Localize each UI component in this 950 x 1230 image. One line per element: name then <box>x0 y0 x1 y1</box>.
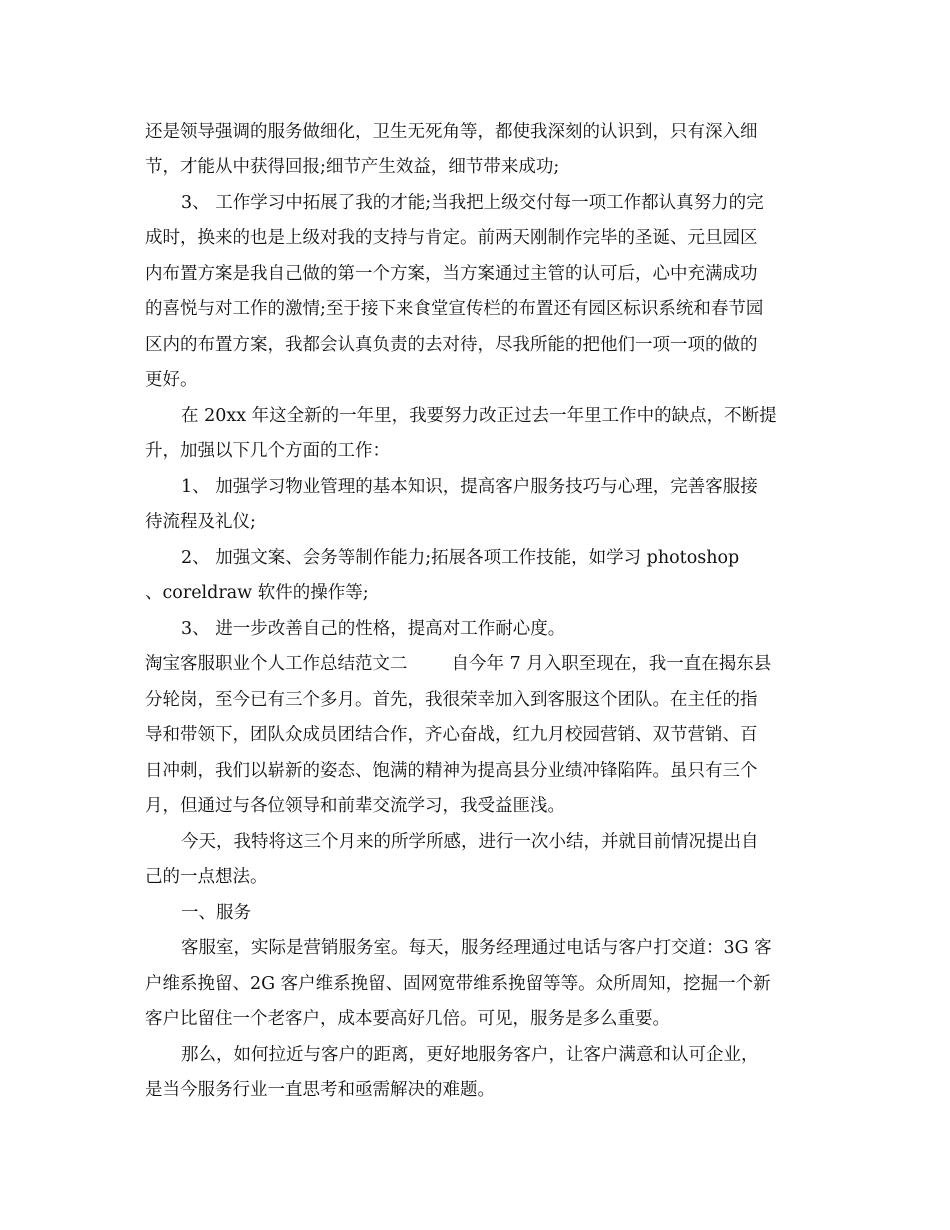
paragraph-line: 是当今服务行业一直思考和亟需解决的难题。 <box>145 1080 495 1100</box>
paragraph-line: 导和带领下，团队众成员团结合作，齐心奋战，红九月校园营销、双节营销、百 <box>145 725 758 745</box>
paragraph-line: 客户比留住一个老客户，成本要高好几倍。可见，服务是多么重要。 <box>145 1009 670 1029</box>
list-item-line: 3、 进一步改善自己的性格，提高对工作耐心度。 <box>181 619 566 639</box>
paragraph-line: 己的一点想法。 <box>145 867 268 887</box>
paragraph-line: 客服室，实际是营销服务室。每天，服务经理通过电话与客户打交道：3G 客 <box>181 938 772 958</box>
paragraph-line: 分轮岗，至今已有三个多月。首先，我很荣幸加入到客服这个团队。在主任的指 <box>145 690 758 710</box>
list-item-line: 2、 加强文案、会务等制作能力;拓展各项工作技能，如学习 photoshop <box>181 548 740 568</box>
section-heading-line <box>145 646 771 682</box>
paragraph-line: 在 20xx 年这全新的一年里，我要努力改正过去一年里工作中的缺点，不断提 <box>181 406 777 426</box>
paragraph-line: 待流程及礼仪; <box>145 512 256 532</box>
paragraph-line: 还是领导强调的服务做细化，卫生无死角等，都使我深刻的认识到，只有深入细 <box>145 122 758 142</box>
paragraph-line: 那么，如何拉近与客户的距离，更好地服务客户，让客户满意和认可企业， <box>181 1045 759 1065</box>
paragraph-line: 的喜悦与对工作的激情;至于接下来食堂宣传栏的布置还有园区标识系统和春节园 <box>145 299 764 319</box>
paragraph-line: 区内的布置方案，我都会认真负责的去对待，尽我所能的把他们一项一项的做的 <box>145 335 758 355</box>
paragraph-line: 、coreldraw 软件的操作等; <box>145 583 369 603</box>
paragraph-line: 升，加强以下几个方面的工作： <box>145 441 390 461</box>
paragraph-line: 内布置方案是我自己做的第一个方案，当方案通过主管的认可后，心中充满成功 <box>145 264 758 284</box>
paragraph-line: 成时，换来的也是上级对我的支持与肯定。前两天刚制作完毕的圣诞、元旦园区 <box>145 228 758 248</box>
section-heading: 淘宝客服职业个人工作总结范文二 <box>145 654 408 674</box>
paragraph-line: 日冲刺，我们以崭新的姿态、饱满的精神为提高县分业绩冲锋陷阵。虽只有三个 <box>145 761 758 781</box>
paragraph-line: 节，才能从中获得回报;细节产生效益，细节带来成功; <box>145 157 560 177</box>
list-item-line: 1、 加强学习物业管理的基本知识，提高客户服务技巧与心理，完善客服接 <box>181 477 758 497</box>
subheading-line: 一、服务 <box>181 903 251 923</box>
paragraph-line: 月，但通过与各位领导和前辈交流学习，我受益匪浅。 <box>145 796 565 816</box>
paragraph-text: 自今年 7 月入职至现在，我一直在揭东县 <box>451 654 772 674</box>
paragraph-line: 户维系挽留、2G 客户维系挽留、固网宽带维系挽留等等。众所周知，挖掘一个新 <box>145 974 771 994</box>
paragraph-line: 今天，我特将这三个月来的所学所感，进行一次小结，并就目前情况提出自 <box>181 832 759 852</box>
list-item-line: 3、 工作学习中拓展了我的才能;当我把上级交付每一项工作都认真努力的完 <box>181 193 764 213</box>
paragraph-line: 更好。 <box>145 370 198 390</box>
